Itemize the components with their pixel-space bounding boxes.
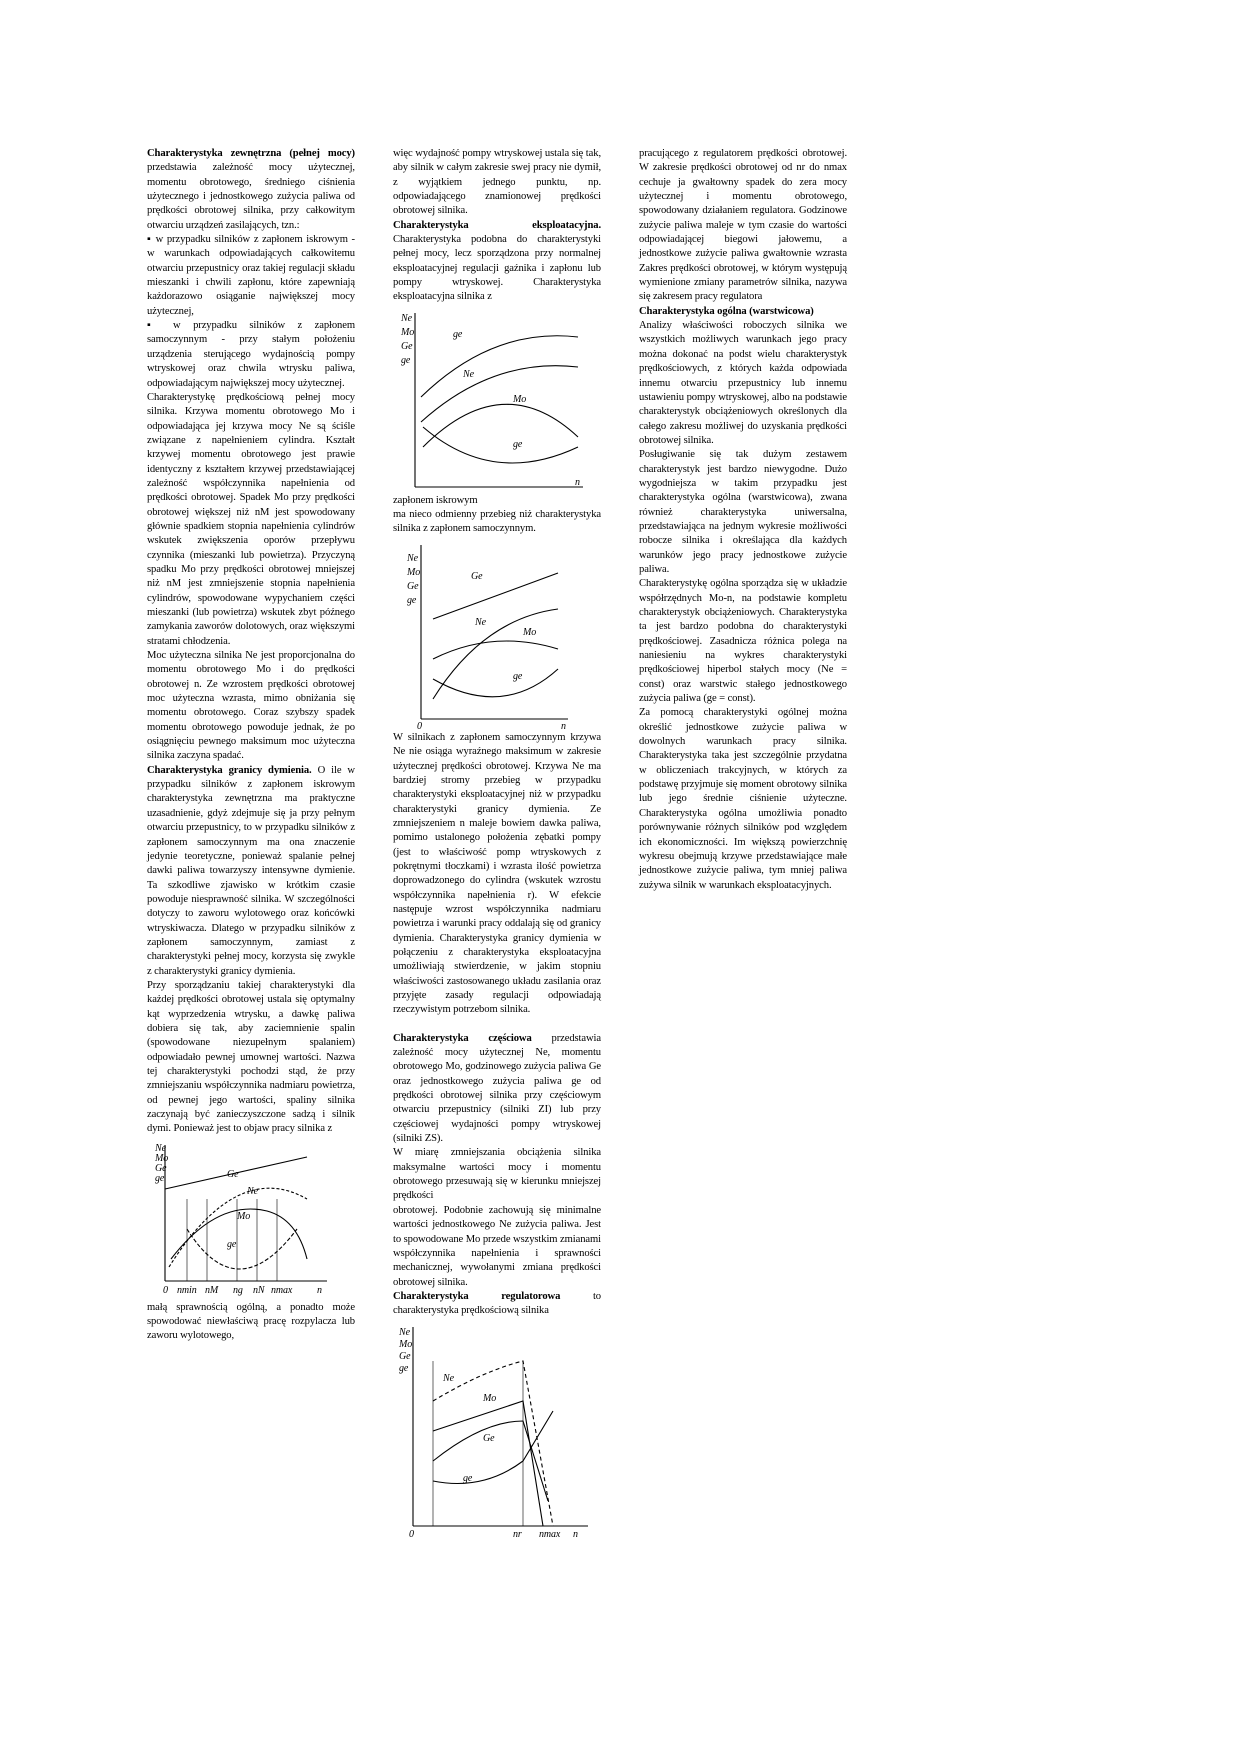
- y-label: Mo: [407, 566, 421, 578]
- term-heading: Charakterystyka częściowa: [393, 1032, 532, 1044]
- text-column-3: [639, 147, 847, 893]
- paragraph: Posługiwanie się tak dużym zestawem charakterystyk jest bardzo niewygodne. Dużo wygodniejsza w takim przypadku jest charakterystyka ogólna (warstwicowa), zwana również charakterystyka uniwersalna, przedstawiająca na jednym wykresie możliwości robocze silnika i określająca dla każdych warunków jego pracy jednostkowe zużycie paliwa.: [639, 449, 847, 575]
- paragraph: obrotowej. Podobnie zachowują się minimalne wartości jednostkowego Ne zużycia paliwa. Jest to spowodowane Mo przede wszystkim zmianami współczynnika napełnienia i sprawności mechanicznej, wywołanymi zmiana prędkości obrotowej silnika.: [393, 1204, 601, 1288]
- paragraph: ▪ w przypadku silników z zapłonem iskrowym - w warunkach odpowiadających całkowitemu otwarciu przepustnicy oraz takiej regulacji składu mieszanki i chwili zapłonu, które zapewniają każdorazowo osiąganie największej mocy użytecznej,: [147, 234, 355, 317]
- paragraph: W miarę zmniejszania obciążenia silnika maksymalne wartości mocy i momentu obrotowego przesuwają się w kierunku mniejszej prędkości: [393, 1147, 601, 1202]
- paragraph: Przy sporządzaniu takiej charakterystyki dla każdej prędkości obrotowej ustala się optymalny kąt wyprzedzenia wtrysku, a dawkę paliwa dobiera się tak, aby zaciemnienie spalin (spowodowane niezupełnym spalaniem) odpowiadało pewnej umownej wartości. Nazwa tej charakterystyki pochodzi stąd, że przy zmniejszaniu współczynnika nadmiaru powietrza, od pewnej jego wartości, spaliny silnika zaczynają być zanieczyszczone sadzą i silnik dymi. Ponieważ jest to objaw pracy silnika z: [147, 979, 355, 1135]
- x-label: nmin: [177, 1284, 197, 1296]
- curve-label: Ne: [475, 616, 486, 628]
- y-label: Mo: [155, 1152, 169, 1164]
- y-label: ge: [155, 1172, 165, 1184]
- x-label: nM: [205, 1284, 219, 1296]
- y-label: Mo: [401, 326, 415, 338]
- y-label: Ge: [407, 580, 419, 592]
- term-heading: Charakterystyka eksploatacyjna.: [393, 219, 601, 231]
- paragraph-text: to charakterystyka prędkościową silnika: [393, 1290, 601, 1317]
- y-label: ge: [401, 354, 411, 366]
- y-label: Ge: [155, 1162, 167, 1174]
- figure-operating-chart-ci: [393, 539, 593, 729]
- x-label: n: [561, 720, 566, 729]
- figure-operating-chart-si: [393, 307, 593, 492]
- paragraph: pracującego z regulatorem prędkości obrotowej. W zakresie prędkości obrotowej od nr do nmax cechuje ja gwałtowny spadek do zera mocy użytecznej i momentu obrotowego, spowodowany działaniem regulatora. Godzinowe zużycie paliwa maleje w tym czasie do wartości odpowiadającej biegowi jałowemu, a jednostkowe zużycie paliwa gwałtownie wzrasta Zakres prędkości obrotowej, w którym występują wymienione zmiany parametrów silnika, nazywa się zakresem pracy regulatora: [639, 148, 847, 303]
- term-heading: Charakterystyka regulatorowa: [393, 1290, 561, 1302]
- curve-label: ge: [513, 670, 523, 682]
- paragraph: [147, 764, 355, 979]
- curve-label: Mo: [523, 626, 537, 638]
- curve-label: Ge: [471, 570, 483, 582]
- y-label: Ne: [155, 1142, 166, 1154]
- paragraph: zapłonem iskrowym: [393, 494, 478, 506]
- figure-smoke-limit-chart: [147, 1139, 347, 1299]
- y-label: Ne: [407, 552, 418, 564]
- curve-label: ge: [463, 1472, 473, 1484]
- term-heading: Charakterystyka zewnętrzna (pełnej mocy): [147, 148, 355, 159]
- y-label: Ge: [399, 1350, 411, 1362]
- curve-label: ge: [227, 1238, 237, 1250]
- curve-label: Ge: [227, 1168, 239, 1180]
- x-label: 0: [163, 1284, 168, 1296]
- x-label: 0: [417, 720, 422, 729]
- x-label: n: [575, 476, 580, 488]
- term-heading: Charakterystyka ogólna (warstwicowa): [639, 305, 814, 317]
- curve-label: Ne: [463, 368, 474, 380]
- text-column-1: [147, 147, 355, 1344]
- paragraph-text: przedstawia zależność mocy użytecznej Ne, momentu obrotowego Mo, godzinowego zużycia paliwa Ge oraz jednostkowego zużycia paliwa ge od prędkości obrotowej silnika przy częściowym otwarciu przepustnicy (silniki ZI) lub przy częściowej wydajności pompy wtryskowej (silniki ZS).: [393, 1032, 601, 1145]
- x-label: n: [573, 1528, 578, 1540]
- y-label: Ge: [401, 340, 413, 352]
- y-label: Mo: [399, 1338, 413, 1350]
- x-label: nr: [513, 1528, 522, 1540]
- paragraph: Charakterystykę ogólna sporządza się w układzie współrzędnych Mo-n, na podstawie kompletu charakterystyk obciążeniowych. Charakterystyka ta jest bardzo podobna do charakterystyki prędkościowej. Zasadnicza różnica polega na naniesieniu na wykres charakterystyki prędkościowej hiperbol stałych mocy (Ne = const) oraz warstwic stałego jednostkowego zużycia paliwa (ge = const).: [639, 578, 847, 705]
- paragraph: Za pomocą charakterystyki ogólnej można określić jednostkowe zużycie paliwa w dowolnych warunkach pracy silnika. Charakterystyka taka jest szczególnie przydatna w obliczeniach trakcyjnych, w których za podstawę przyjmuje się moment obrotowy silnika lub jego średnie ciśnienie użyteczne. Charakterystyka ogólna umożliwia ponadto porównywanie różnych silników pod względem ich ekonomiczności. Im większą powierzchnię wykresu obejmują krzywe przedstawiające małe jednostkowe zużycie paliwa, tym mniej paliwa zużywa silnik w warunkach eksploatacyjnych.: [639, 707, 847, 891]
- paragraph: małą sprawnością ogólną, a ponadto może spowodować niewłaściwą pracę rozpylacza lub zaworu wylotowego,: [147, 1301, 355, 1342]
- x-label: n: [317, 1284, 322, 1296]
- curve-label: Ge: [483, 1432, 495, 1444]
- paragraph: W silnikach z zapłonem samoczynnym krzywa Ne nie osiąga wyraźnego maksimum w zakresie użytecznej prędkości obrotowej. Krzywa Ne ma bardziej stromy przebieg w przypadku charakterystyki eksploatacyjnej niż w przypadku charakterystyki granicy dymienia. Ze zmniejszeniem n maleje bowiem dawka paliwa, pomimo ustalonego położenia zębatki pompy (jest to właściwość pomp wtryskowych z pokrętnymi tłoczkami) i wzrasta ilość powietrza doprowadzonego do cylindra (wskutek wzrostu współczynnika napełnienia r). W efekcie następuje wzrost współczynnika nadmiaru powietrza i warunki pracy oddalają się od granicy dymienia. Charakterystyka granicy dymienia w połączeniu z charakterystyka eksploatacyjna umożliwiają stwierdzenie, w jakim stopniu właściwości zastosowanego układu zasilania oraz przyjęte zasady regulacji odpowiadają rzeczywistym potrzebom silnika.: [393, 731, 601, 1016]
- figure-governor-chart: [393, 1321, 593, 1541]
- curve-label: Mo: [483, 1392, 497, 1404]
- paragraph: ma nieco odmienny przebieg niż charakterystyka silnika z zapłonem samoczynnym.: [393, 509, 601, 535]
- curve-label: Mo: [513, 393, 527, 405]
- x-label: ng: [233, 1284, 243, 1296]
- curve-label: ge: [513, 438, 523, 450]
- paragraph: Analizy właściwości roboczych silnika we wszystkich możliwych warunkach jego pracy można dokonać na podst wielu charakterystyk prędkościowych, z których każda odpowiada innemu otwarciu przepustnicy lub innemu ustawieniu pompy wtryskowej, albo na podstawie charakterystyk obciążeniowych określonych dla całego zakresu możliwej do uzyskania prędkości obrotowej silnika.: [639, 320, 847, 446]
- curve-label: Ne: [247, 1185, 258, 1197]
- paragraph: ▪ w przypadku silników z zapłonem samoczynnym - przy stałym położeniu urządzenia sterującego wydajnością pompy wtryskowej oraz chwila wtrysku paliwa, odpowiadającym największej mocy użytecznej.: [147, 320, 355, 389]
- paragraph-text: Charakterystyka podobna do charakterystyki pełnej mocy, lecz sporządzona przy normalnej eksploatacyjnej regulacji gaźnika i zapłonu lub pompy wtryskowej. Charakterystyka eksploatacyjna silnika z: [393, 234, 601, 303]
- curve-label: Mo: [237, 1210, 251, 1222]
- paragraph: więc wydajność pompy wtryskowej ustala się tak, aby silnik w całym zakresie swej pracy nie dymił, z wyjątkiem jednego punktu, np. odpowiadającego znamionowej prędkości obrotowej silnika.: [393, 148, 601, 217]
- paragraph: Moc użyteczna silnika Ne jest proporcjonalna do momentu obrotowego Mo i do prędkości obrotowej n. Ze wzrostem prędkości obrotowej moc użyteczna wzrasta, mimo obniżania się momentu obrotowego. Coraz szybszy spadek momentu obrotowego powoduje jednak, że po osiągnięciu pewnego maksimum moc użyteczna silnika zaczyna spadać.: [147, 650, 355, 762]
- term-heading: Charakterystyka granicy dymienia.: [147, 764, 312, 776]
- paragraph-text: O ile w przypadku silników z zapłonem iskrowym charakterystyka zewnętrzna ma praktyczne uzasadnienie, gdyż zdejmuje się ja przy pełnym otwarciu przepustnicy, to w przypadku silników z zapłonem samoczynnym ma ona znaczenie jedynie teoretyczne, ponieważ spalanie pełnej dawki paliwa towarzyszy intensywne dymienie. Ta szkodliwe zjawisko w krótkim czasie powoduje niesprawność silnika. W szczególności dotyczy to zaworu wylotowego oraz końcówki wtryskiwacza. Dlatego w przypadku silników z zapłonem samoczynnym, zamiast z charakterystyki pełnej mocy, korzysta się zwykle z charakterystyki granicy dymienia.: [147, 764, 355, 977]
- x-label: nmax: [539, 1528, 561, 1540]
- curve-label: ge: [453, 328, 463, 340]
- x-label: nN: [253, 1284, 265, 1296]
- x-label: 0: [409, 1528, 414, 1540]
- paragraph: [393, 1290, 601, 1319]
- paragraph-text: przedstawia zależność mocy użytecznej, momentu obrotowego, średniego ciśnienia użytecznego i jednostkowego zużycia paliwa od prędkości obrotowej silnika, przy całkowitym otwarciu urządzeń zasilających, tzn.:: [147, 162, 355, 231]
- paragraph: [639, 305, 847, 319]
- paragraph: [393, 1032, 601, 1147]
- text-column-2: [393, 147, 601, 1543]
- paragraph: [147, 147, 355, 233]
- y-label: Ne: [401, 312, 412, 324]
- paragraph: Charakterystykę prędkościową pełnej mocy silnika. Krzywa momentu obrotowego Mo i odpowiadająca jej krzywa mocy Ne są ściśle związane z napełnieniem cylindra. Kształt krzywej momentu obrotowego jest prawie identyczny z kształtem krzywej przedstawiającej zależność współczynnika napełnienia od prędkości obrotowej. Spadek Mo przy prędkości obrotowej większej niż nM jest spowodowany głównie spadkiem stopnia napełnienia cylindrów wskutek zwiększenia oporów przepływu czynnika (mieszanki lub powietrza). Przyczyną spadku Mo przy prędkości obrotowej mniejszej niż nM jest zmniejszenie stopnia napełnienia cylindrów, spowodowane wypychaniem części mieszanki (lub powietrza) wskutek zbyt późnego zamykania zaworów dolotowych, oraz większymi stratami chłodzenia.: [147, 391, 355, 647]
- x-label: nmax: [271, 1284, 293, 1296]
- y-label: ge: [399, 1362, 409, 1374]
- curve-label: Ne: [443, 1372, 454, 1384]
- y-label: ge: [407, 594, 417, 606]
- y-label: Ne: [399, 1326, 410, 1338]
- paragraph: [393, 219, 601, 305]
